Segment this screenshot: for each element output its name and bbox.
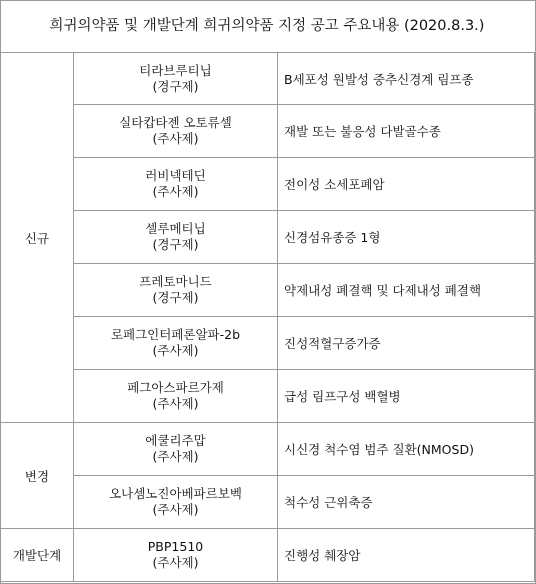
table-row <box>1 423 535 476</box>
drug-cell <box>74 211 278 264</box>
category-cell-development: 개발단계 <box>1 529 74 582</box>
drug-name: 셀루메티닙 <box>145 221 206 236</box>
document-title: 희귀의약품 및 개발단계 희귀의약품 지정 공고 주요내용 (2020.8.3.) <box>49 18 485 34</box>
indication-cell: 전이성 소세포폐암 <box>278 158 535 211</box>
drug-cell <box>74 264 278 317</box>
drug-form: (주사제) <box>152 396 199 411</box>
drug-name: 티라브루티닙 <box>139 62 212 78</box>
drug-cell <box>74 423 278 476</box>
drug-cell <box>74 529 278 582</box>
table-row <box>1 211 535 264</box>
table-row <box>1 158 535 211</box>
drug-form: (주사제) <box>152 449 199 464</box>
table-row <box>1 476 535 529</box>
category-cell-changed: 변경 <box>1 423 74 529</box>
drug-name: 프레토마니드 <box>139 274 212 289</box>
category-cell-new: 신규 <box>1 53 74 423</box>
drug-name: 에쿨리주맙 <box>145 433 206 448</box>
drug-cell <box>74 105 278 158</box>
drug-name: 로페그인터페론알파-2b <box>110 327 241 342</box>
drug-form: (주사제) <box>152 131 199 146</box>
table-row <box>1 529 535 582</box>
drug-cell <box>74 476 278 529</box>
indication-cell: 진성적혈구증가증 <box>278 317 535 370</box>
table-row <box>1 105 535 158</box>
indication-cell: 신경섬유종증 1형 <box>278 211 535 264</box>
drug-cell <box>74 158 278 211</box>
indication-cell: 급성 림프구성 백혈병 <box>278 370 535 423</box>
drug-name: 실타캅타젠 오토류셀 <box>119 115 232 130</box>
designation-table <box>0 52 535 582</box>
drug-form: (경구제) <box>152 237 199 252</box>
drug-name: 러비넥테딘 <box>145 168 206 183</box>
indication-cell: 시신경 척수염 범주 질환(NMOSD) <box>278 423 535 476</box>
drug-form: (주사제) <box>152 555 199 570</box>
table-row <box>1 317 535 370</box>
drug-form: (주사제) <box>152 502 199 517</box>
indication-cell: 진행성 췌장암 <box>278 529 535 582</box>
drug-name: 오나셈노진아베파르보벡 <box>109 486 242 501</box>
table-row <box>1 264 535 317</box>
indication-cell: 재발 또는 불응성 다발골수종 <box>278 105 535 158</box>
drug-form: (주사제) <box>152 184 199 199</box>
indication-cell: 약제내성 폐결핵 및 다제내성 폐결핵 <box>278 264 535 317</box>
indication-cell: B세포성 원발성 중추신경계 림프종 <box>278 53 535 105</box>
drug-cell <box>74 53 278 105</box>
drug-name: 페그아스파르가제 <box>127 380 224 395</box>
indication-cell: 척수성 근위축증 <box>278 476 535 529</box>
table-row <box>1 53 535 105</box>
drug-form: (경구제) <box>152 78 199 94</box>
drug-cell <box>74 370 278 423</box>
drug-cell <box>74 317 278 370</box>
table-row <box>1 370 535 423</box>
drug-form: (주사제) <box>152 343 199 358</box>
drug-name: PBP1510 <box>147 539 204 554</box>
drug-form: (경구제) <box>152 290 199 305</box>
